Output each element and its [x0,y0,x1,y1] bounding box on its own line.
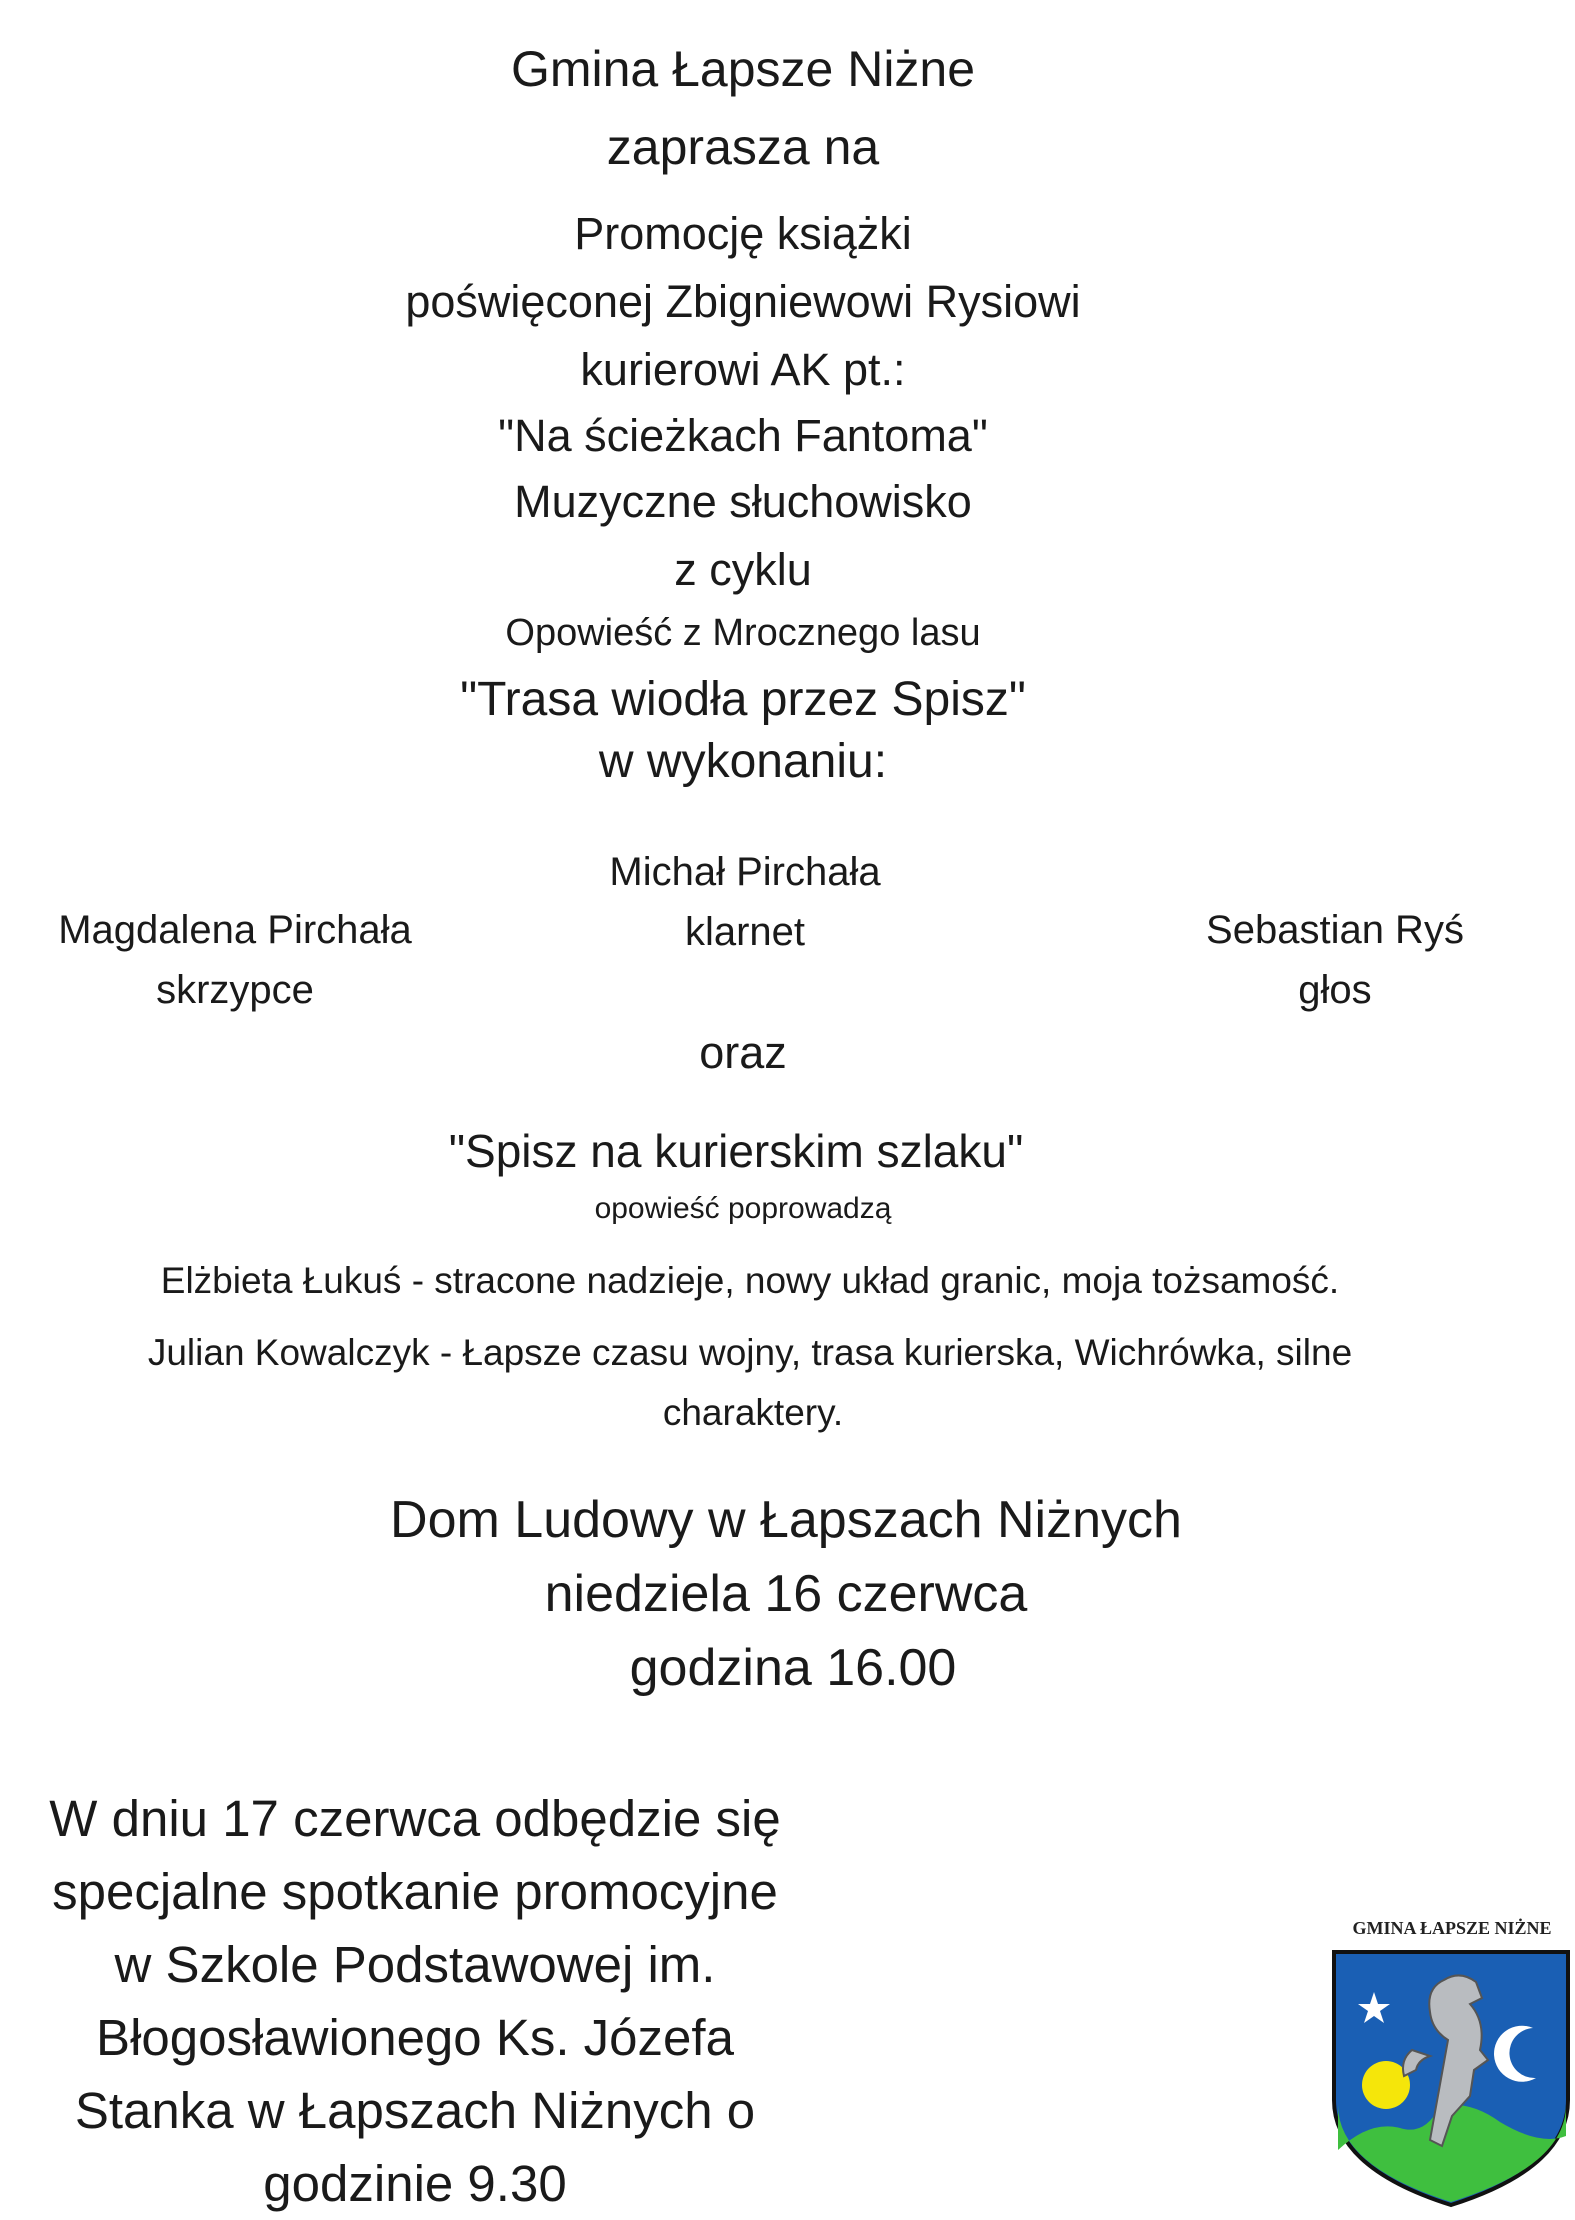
performer-voice [1170,900,1500,1020]
extra-event-line: W dniu 17 czerwca odbędzie się [49,1790,781,1847]
header-title: Gmina Łapsze Niżne [510,41,976,97]
performer-name: Magdalena Pirchała [58,908,412,952]
speaker-1: Elżbieta Łukuś - stracone nadzieje, nowy układ granic, moja tożsamość. [160,1260,1340,1301]
performer-role: klarnet [684,910,806,954]
book-line-2: poświęconej Zbigniewowi Rysiowi [405,276,1081,327]
book-line-3: kurierowi AK pt.: [580,344,906,395]
header-subtitle: zaprasza na [606,119,880,175]
gmina-crest-emblem-icon [1330,1900,1575,2209]
extra-event-line: specjalne spotkanie promocyjne [52,1863,778,1920]
extra-event-line: godzinie 9.30 [263,2155,567,2212]
event-place: Dom Ludowy w Łapszach Niżnych [390,1491,1182,1549]
extra-event-text [20,1782,810,2220]
gmina-crest [1330,1900,1575,2209]
radio-play-series: Opowieść z Mrocznego lasu [505,612,981,654]
performer-name: Michał Pirchała [609,850,881,894]
performer-violin [40,900,430,1020]
radio-play-line-1: Muzyczne słuchowisko [514,476,972,527]
extra-event-line: Błogosławionego Ks. Józefa [96,2009,734,2066]
event-time: godzina 16.00 [629,1639,957,1697]
performed-by-label: w wykonaniu: [598,735,888,788]
extra-event-line: w Szkole Podstawowej im. [114,1936,716,1993]
story-title: "Spisz na kurierskim szlaku" [448,1125,1024,1177]
book-line-1: Promocję książki [574,208,912,259]
radio-play-title: "Trasa wiodła przez Spisz" [460,673,1026,726]
story-subtitle: opowieść poprowadzą [594,1192,892,1225]
speaker-2-line-2: charaktery. [662,1392,844,1433]
performer-role: głos [1298,968,1372,1012]
radio-play-line-2: z cyklu [674,544,812,595]
crest-caption: GMINA ŁAPSZE NIŻNE [1352,1918,1552,1938]
performer-clarinet [560,842,930,962]
performer-role: skrzypce [156,968,314,1012]
book-title: "Na ścieżkach Fantoma" [498,410,988,461]
extra-event-line: Stanka w Łapszach Niżnych o [74,2082,756,2139]
event-date: niedziela 16 czerwca [544,1565,1028,1623]
and-word: oraz [699,1027,787,1078]
performer-name: Sebastian Ryś [1206,908,1464,952]
speaker-2-line-1: Julian Kowalczyk - Łapsze czasu wojny, trasa kurierska, Wichrówka, silne [147,1332,1353,1373]
